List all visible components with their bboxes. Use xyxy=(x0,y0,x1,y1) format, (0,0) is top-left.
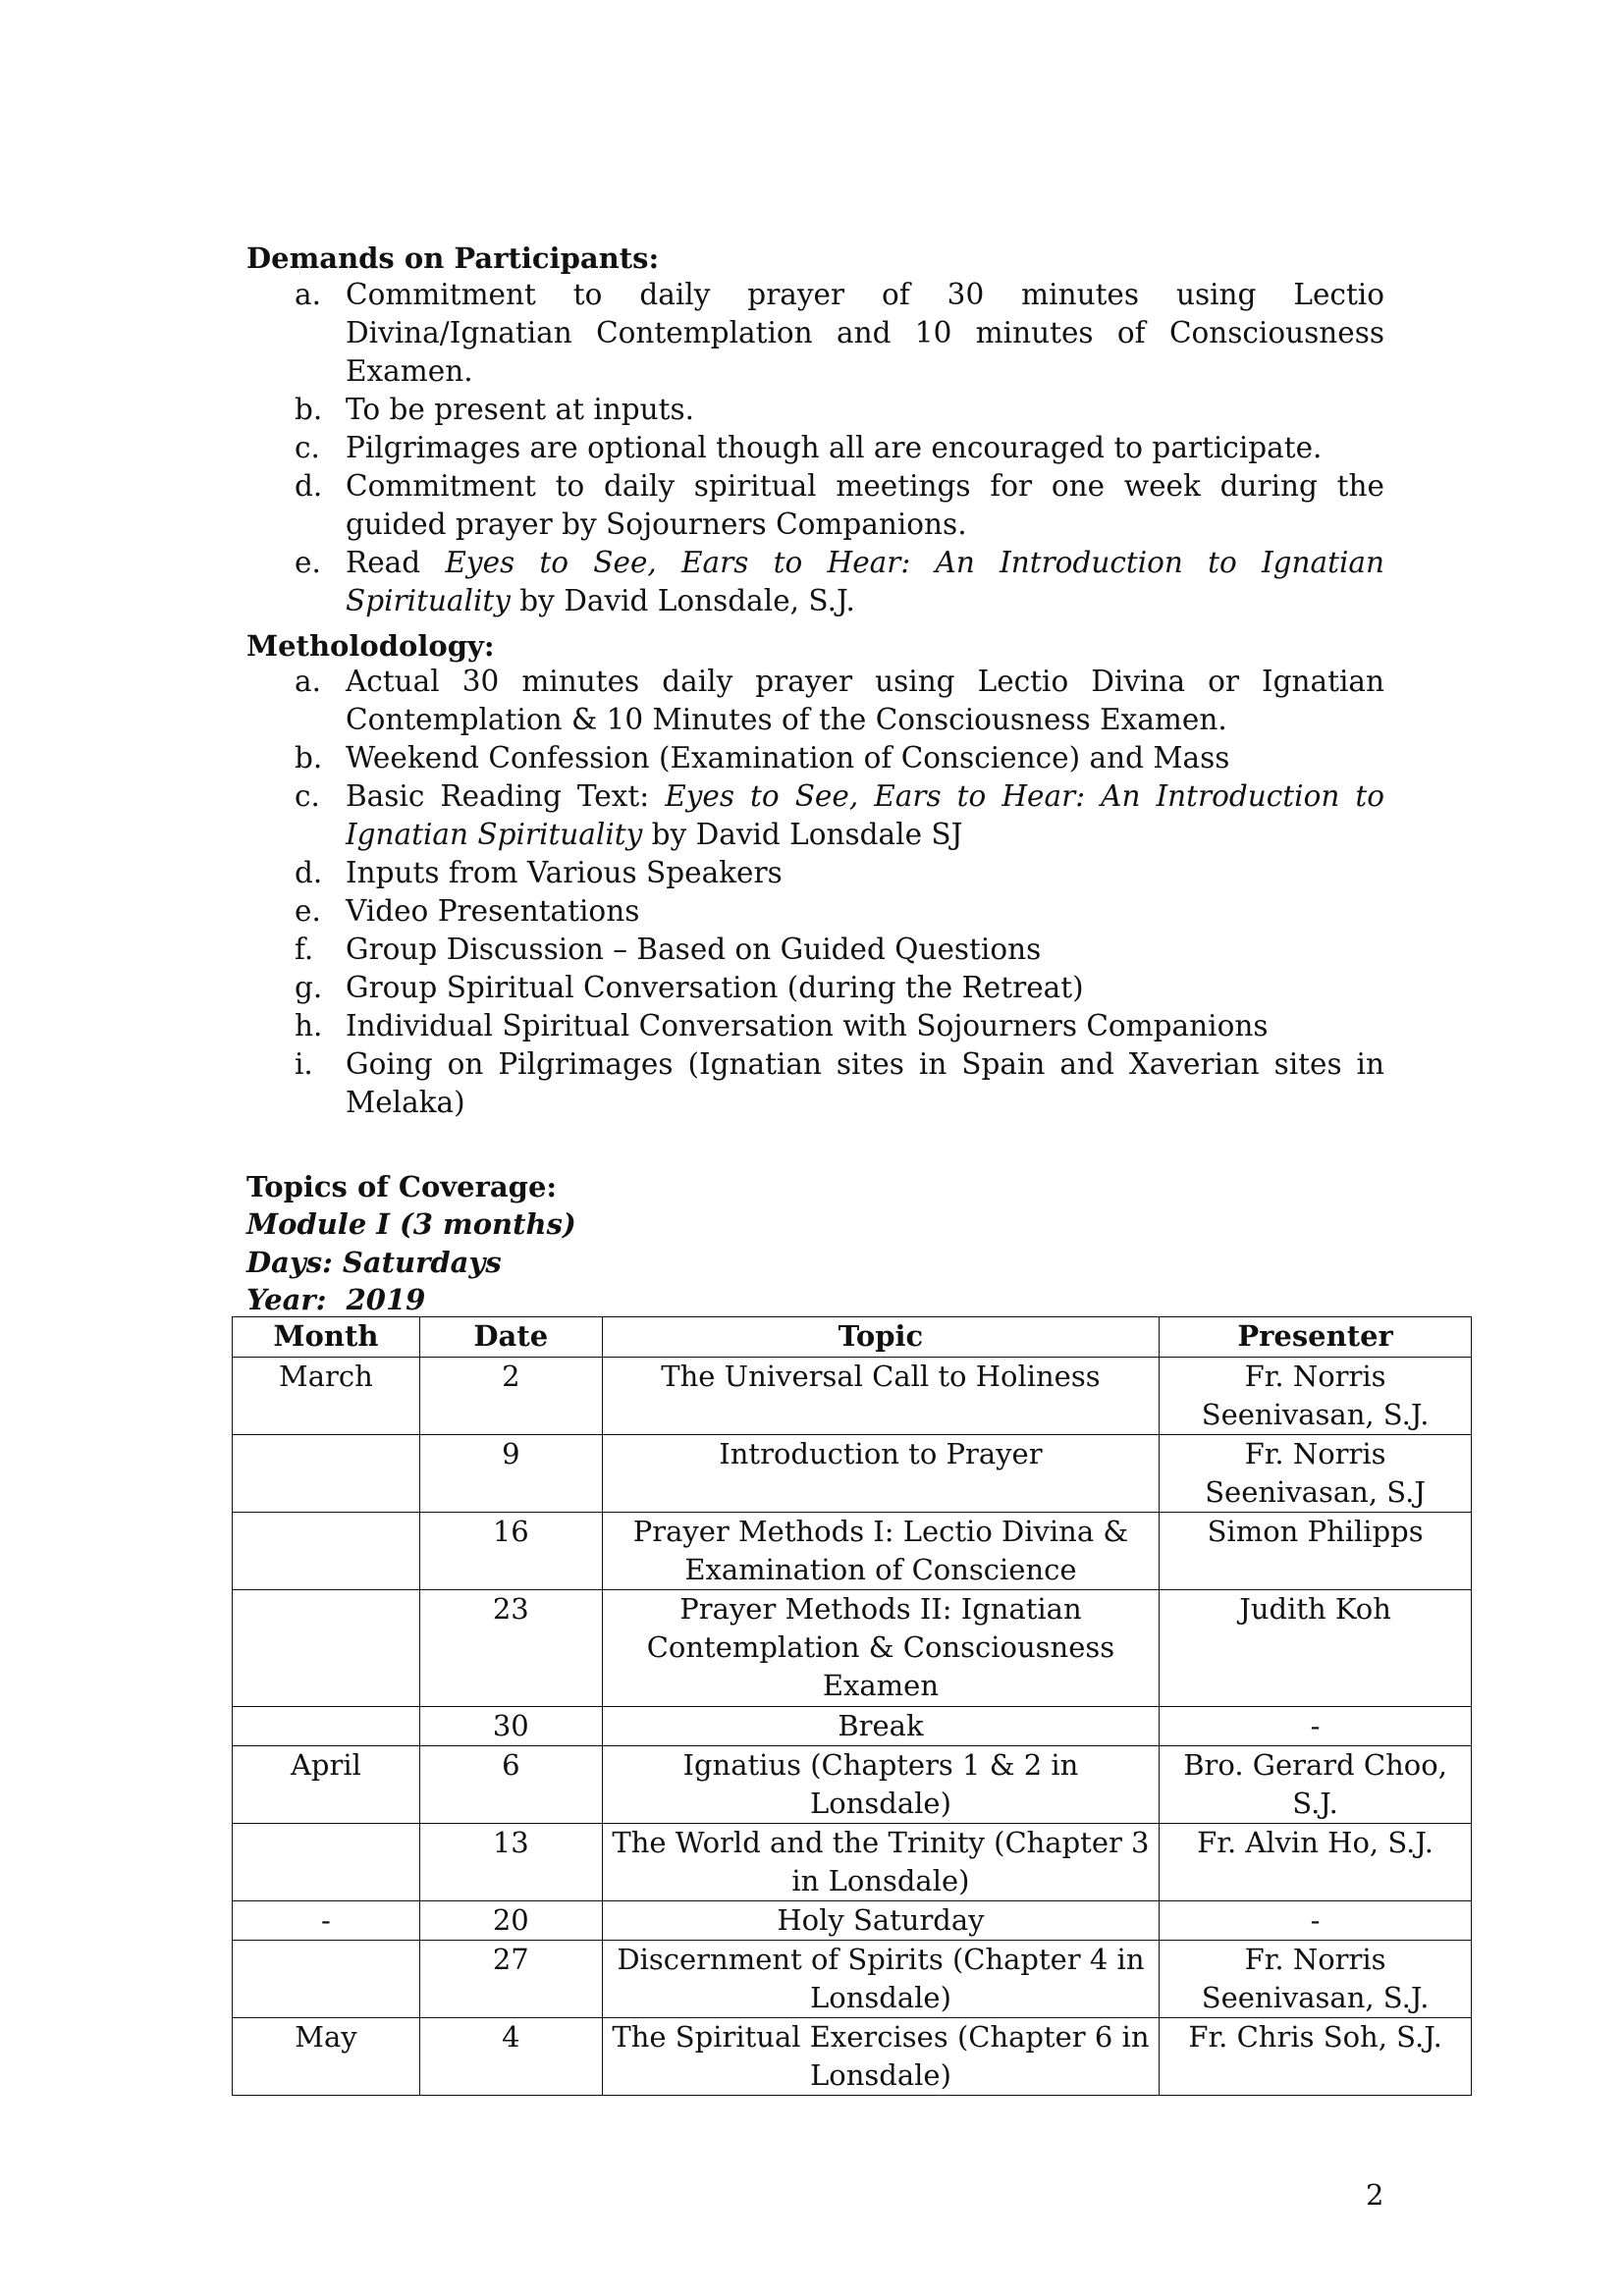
methodology-item xyxy=(295,854,1384,892)
methodology-list xyxy=(295,663,1384,1122)
table-row xyxy=(233,2018,1472,2096)
cell-topic: The World and the Trinity (Chapter 3 in Lonsdale) xyxy=(602,1824,1159,1901)
list-item-text: Individual Spiritual Conversation with Sojourners Companions xyxy=(346,1009,1269,1042)
cell-date: 23 xyxy=(419,1590,602,1707)
list-item-text: Pilgrimages are optional though all are encouraged to participate. xyxy=(346,431,1323,464)
cell-month: March xyxy=(233,1358,420,1435)
table-row xyxy=(233,1358,1472,1435)
cell-date: 13 xyxy=(419,1824,602,1901)
cell-topic: Discernment of Spirits (Chapter 4 in Lonsdale) xyxy=(602,1941,1159,2018)
cell-topic: Prayer Methods II: Ignatian Contemplation & Consciousness Examen xyxy=(602,1590,1159,1707)
list-marker: c. xyxy=(295,779,320,813)
cell-presenter: - xyxy=(1160,1901,1472,1941)
list-marker: e. xyxy=(295,546,321,579)
cell-presenter: Fr. Chris Soh, S.J. xyxy=(1160,2018,1472,2096)
list-marker: i. xyxy=(295,1047,313,1081)
text-segment: Basic Reading Text: xyxy=(346,779,666,813)
cell-topic: The Spiritual Exercises (Chapter 6 in Lonsdale) xyxy=(602,2018,1159,2096)
list-marker: e. xyxy=(295,894,321,928)
cell-topic: Holy Saturday xyxy=(602,1901,1159,1941)
methodology-item xyxy=(295,777,1384,854)
cell-date: 16 xyxy=(419,1513,602,1590)
list-item-text: Actual 30 minutes daily prayer using Lectio Divina or Ignatian Contemplation & 10 Minutes of the Consciousness Examen. xyxy=(346,665,1384,736)
table-row xyxy=(233,1513,1472,1590)
cell-month xyxy=(233,1513,420,1590)
schedule-header-row xyxy=(233,1317,1472,1358)
cell-presenter: Fr. Alvin Ho, S.J. xyxy=(1160,1824,1472,1901)
table-row xyxy=(233,1590,1472,1707)
table-row xyxy=(233,1824,1472,1901)
list-marker: f. xyxy=(295,933,314,966)
methodology-item xyxy=(295,663,1384,739)
cell-date: 27 xyxy=(419,1941,602,2018)
cell-month xyxy=(233,1941,420,2018)
header-date: Date xyxy=(419,1317,602,1358)
table-row xyxy=(233,1941,1472,2018)
cell-date: 20 xyxy=(419,1901,602,1941)
cell-month xyxy=(233,1707,420,1746)
list-item-text: Commitment to daily spiritual meetings for one week during the guided prayer by Sojourners Companions. xyxy=(346,469,1384,541)
list-marker: c. xyxy=(295,431,320,464)
header-presenter: Presenter xyxy=(1160,1317,1472,1358)
cell-month xyxy=(233,1824,420,1901)
cell-presenter: Fr. Norris Seenivasan, S.J. xyxy=(1160,1358,1472,1435)
header-topic: Topic xyxy=(602,1317,1159,1358)
header-month: Month xyxy=(233,1317,420,1358)
book-title: Eyes to See, Ears to Hear: An Introduction to Ignatian Spirituality xyxy=(346,546,1384,617)
methodology-item xyxy=(295,739,1384,777)
list-item-text: Video Presentations xyxy=(346,894,640,928)
demands-heading: Demands on Participants: xyxy=(246,241,660,275)
cell-presenter: Fr. Norris Seenivasan, S.J. xyxy=(1160,1941,1472,2018)
methodology-item xyxy=(295,1045,1384,1122)
cell-date: 30 xyxy=(419,1707,602,1746)
demands-list xyxy=(295,276,1384,620)
days-label: Days: Saturdays xyxy=(246,1246,502,1279)
cell-date: 4 xyxy=(419,2018,602,2096)
cell-presenter: Bro. Gerard Choo, S.J. xyxy=(1160,1746,1472,1824)
list-item-text: To be present at inputs. xyxy=(346,393,695,426)
cell-month: - xyxy=(233,1901,420,1941)
cell-topic: The Universal Call to Holiness xyxy=(602,1358,1159,1435)
list-marker: d. xyxy=(295,856,323,889)
list-item-text: Commitment to daily prayer of 30 minutes using Lectio Divina/Ignatian Contemplation and 10 minutes of Consciousness Examen. xyxy=(346,278,1384,388)
text-segment: by David Lonsdale, S.J. xyxy=(510,584,855,617)
schedule-table xyxy=(232,1316,1472,2096)
cell-presenter: Simon Philipps xyxy=(1160,1513,1472,1590)
methodology-item xyxy=(295,1007,1384,1045)
table-row xyxy=(233,1901,1472,1941)
list-marker: b. xyxy=(295,393,323,426)
cell-month xyxy=(233,1435,420,1513)
list-marker: d. xyxy=(295,469,323,503)
list-marker: h. xyxy=(295,1009,323,1042)
list-marker: a. xyxy=(295,278,321,311)
list-item-text: Group Discussion – Based on Guided Questions xyxy=(346,933,1042,966)
cell-date: 2 xyxy=(419,1358,602,1435)
list-item-text: Group Spiritual Conversation (during the Retreat) xyxy=(346,971,1084,1004)
topics-heading: Topics of Coverage: xyxy=(246,1170,558,1203)
list-item-text xyxy=(346,777,1384,854)
text-segment: Read xyxy=(346,546,446,579)
cell-month: May xyxy=(233,2018,420,2096)
year-label: Year: 2019 xyxy=(246,1283,426,1316)
table-row xyxy=(233,1707,1472,1746)
cell-topic: Ignatius (Chapters 1 & 2 in Lonsdale) xyxy=(602,1746,1159,1824)
list-item-text: Inputs from Various Speakers xyxy=(346,856,783,889)
list-marker: b. xyxy=(295,741,323,774)
cell-presenter: Fr. Norris Seenivasan, S.J xyxy=(1160,1435,1472,1513)
text-segment: by David Lonsdale SJ xyxy=(642,818,963,851)
cell-topic: Introduction to Prayer xyxy=(602,1435,1159,1513)
methodology-item xyxy=(295,969,1384,1007)
list-item-text: Going on Pilgrimages (Ignatian sites in Spain and Xaverian sites in Melaka) xyxy=(346,1047,1384,1119)
cell-date: 6 xyxy=(419,1746,602,1824)
cell-date: 9 xyxy=(419,1435,602,1513)
methodology-item xyxy=(295,892,1384,931)
cell-topic: Prayer Methods I: Lectio Divina & Examination of Conscience xyxy=(602,1513,1159,1590)
cell-presenter: Judith Koh xyxy=(1160,1590,1472,1707)
list-marker: a. xyxy=(295,665,321,698)
cell-topic: Break xyxy=(602,1707,1159,1746)
book-title: Eyes to See, Ears to Hear: An Introduction to Ignatian Spirituality xyxy=(346,779,1384,851)
list-item-text: Weekend Confession (Examination of Conscience) and Mass xyxy=(346,741,1230,774)
cell-month xyxy=(233,1590,420,1707)
table-row xyxy=(233,1435,1472,1513)
cell-month: April xyxy=(233,1746,420,1824)
demands-item xyxy=(295,467,1384,544)
methodology-item xyxy=(295,931,1384,969)
cell-presenter: - xyxy=(1160,1707,1472,1746)
page-number: 2 xyxy=(1366,2178,1384,2212)
demands-item xyxy=(295,391,1384,429)
list-item-text xyxy=(346,544,1384,620)
demands-item xyxy=(295,276,1384,391)
demands-item xyxy=(295,429,1384,467)
module-label: Module I (3 months) xyxy=(246,1207,576,1241)
table-row xyxy=(233,1746,1472,1824)
list-marker: g. xyxy=(295,971,323,1004)
demands-item xyxy=(295,544,1384,620)
methodology-heading: Metholodology: xyxy=(246,629,495,663)
